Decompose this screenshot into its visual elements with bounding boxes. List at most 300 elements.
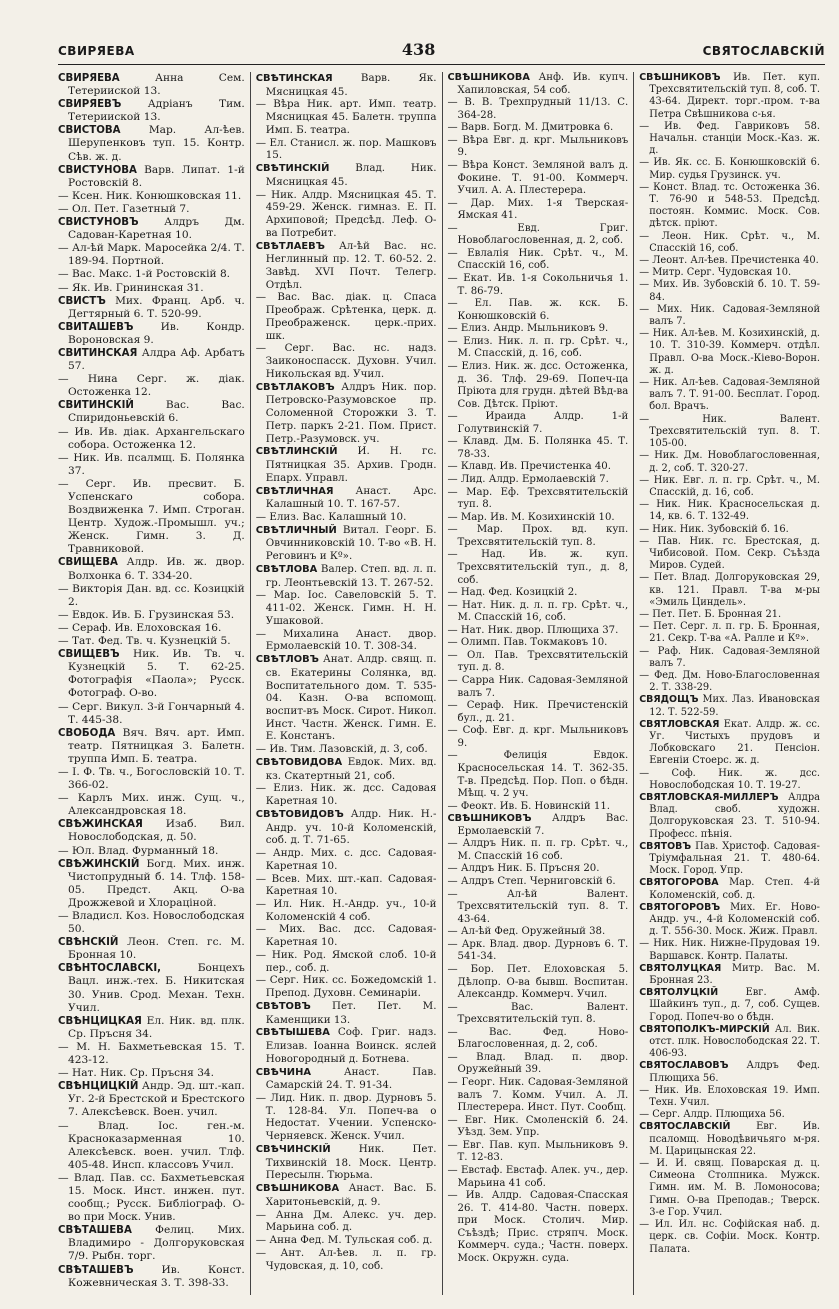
entry-text: — Ник. Ник. Зубовскій б. 16. — [639, 523, 789, 535]
entry-text: — Михалина Анаст. двор. Ермолаевскій 10. Т. 308-34. — [255, 627, 437, 653]
entry-text: — Конст. Влад. тс. Остоженка 36. Т. 76-90 и 548-53. Предсѣд. постоян. Коммис. Моск. Сов. дѣтск. пріют. — [639, 181, 820, 230]
entry-text: — Елиз. Ник. ж. дсс. Остоженка, д. 36. Тлф. 29-69. Попеч-ца Пріюта для грудн. дѣтей Вѣд-ва Сов. Дѣтск. Пріют. — [447, 360, 629, 410]
entry-text: — Карлъ Мих. инж. Сущ. ч., Александровская 18. — [58, 792, 245, 818]
entry-text: — Ол. Пет. Газетный 7. — [58, 202, 190, 215]
directory-entry — [58, 1080, 245, 1119]
directory-entry — [639, 1121, 820, 1158]
entry-text: — Мар. Еф. Трехсвятительскій туп. 8. — [447, 486, 629, 511]
entry-text: Соф. Григ. надз. Елизав. Іоанна Воинск. яслей Новогородный д. Ботнева. — [265, 1026, 437, 1065]
directory-entry — [448, 1027, 629, 1052]
entry-surname: СВИЩЕВЪ — [58, 649, 120, 661]
directory-entry — [58, 190, 245, 203]
entry-text: — И. И. свящ. Поварская д. ц. Симеона Столпника. Мужск. Гимн. им. М. В. Ломоносова; Гимн. О-ва Преподав.; Тверск. 3-е Гор. Учил. — [639, 1158, 820, 1218]
entry-text: — М. Н. Бахметьевская 15. Т. 423-12. — [58, 1040, 245, 1067]
directory-entry — [448, 600, 629, 625]
directory-entry — [639, 987, 820, 1024]
directory-entry — [639, 524, 820, 536]
entry-surname: СВИТИНСКІЙ — [58, 400, 134, 412]
entry-text: — Сарра Ник. Садовая-Земляной валъ 7. — [447, 675, 629, 699]
directory-entry — [58, 373, 245, 399]
directory-entry — [58, 936, 245, 962]
directory-entry — [58, 452, 245, 478]
entry-text: — Пет. Серг. л. п. гр. Б. Бронная, 21. Секр. Т-ва «А. Ралле и Кº». — [639, 621, 820, 645]
entry-surname: СВѢШНИКОВА — [447, 72, 530, 83]
directory-entry — [58, 426, 245, 452]
entry-text: Алдръ Фед. Плющиха 56. — [649, 1060, 820, 1084]
directory-entry — [256, 653, 437, 743]
entry-text: — Ник. Валент. Трехсвятительскій туп. 8. Т. 105-00. — [639, 413, 820, 450]
directory-entry — [256, 563, 437, 589]
entry-text: — Влад. Влад. п. двор. Оружейный 39. — [447, 1051, 629, 1076]
entry-text: — Вѣра Евг. д. крг. Мыльниковъ 9. — [447, 134, 629, 159]
entry-text: Мар. Степ. 4-й Коломенскій, соб. д. — [649, 877, 820, 901]
entry-text: — Мих. Ник. Садовая-Земляной валъ 7. — [639, 303, 820, 328]
directory-entry — [58, 1264, 245, 1290]
directory-entry — [58, 164, 245, 190]
entry-surname: СВЯТОЛУЦКІЙ — [639, 987, 719, 999]
directory-entry — [639, 792, 820, 841]
directory-entry — [256, 72, 437, 98]
entry-surname: СВЯТОЛУЦКАЯ — [639, 962, 722, 974]
entry-text: Вас. Вас. Спиридоньевскій 6. — [68, 399, 245, 425]
entry-text: — Ив. Тим. Лазовскій, д. 3, соб. — [255, 743, 428, 756]
directory-entry — [256, 1182, 437, 1208]
directory-entry — [448, 838, 629, 863]
directory-entry — [448, 964, 629, 1002]
entry-text: — Ив. Фед. Гавриковъ 58. Начальн. станціи Моск.-Каз. ж. д. — [639, 120, 820, 157]
directory-entry — [58, 1172, 245, 1224]
entry-text: Варв. Як. Мясницкая 45. — [265, 72, 437, 98]
directory-entry — [448, 725, 629, 750]
directory-entry — [448, 1190, 629, 1265]
directory-entry — [639, 231, 820, 255]
entry-text: Мих. Франц. Арб. ч. Дегтярный 6. Т. 520-99. — [68, 294, 245, 320]
directory-entry — [448, 461, 629, 474]
entry-text: — Серг. Ив. пресвит. Б. Успенскаго собора. Воздвиженка 7. Имп. Строган. Центр. Худож.-Промышл. уч.; Женск. Гимн. 3. Д. Травниковой. — [58, 477, 245, 556]
directory-entry — [256, 1234, 437, 1247]
directory-entry — [448, 1002, 629, 1027]
entry-text: — Над. Ив. ж. куп. Трехсвятительскій туп., д. 8, соб. — [447, 549, 629, 586]
entry-surname: СВОБОДА — [58, 727, 116, 739]
directory-entry — [639, 304, 820, 328]
entry-text: Мар. Ал-ѣев. Шерупенковъ туп. 15. Контр. Сѣв. ж. д. — [68, 124, 245, 163]
column-3 — [442, 72, 634, 1295]
directory-entry — [58, 1224, 245, 1263]
directory-entry — [58, 98, 245, 124]
entry-surname: СВѢТАШЕВЪ — [58, 1264, 134, 1276]
entry-text: — Георг. Ник. Садовая-Земляной валъ 7. Комм. Учил. А. Л. Плестерера. Инст. Пут. Сообщ. — [447, 1077, 629, 1114]
entry-text: Ив. Пет. куп. Трехсвятительскій туп. 8, соб. Т. 43-64. Директ. торг.-пром. т-ва Петра Свѣшникова с-ья. — [649, 72, 820, 120]
entry-text: Митр. Вас. М. Бронная 23. — [649, 962, 820, 987]
entry-text: — Арк. Влад. двор. Дурновъ 6. Т. 541-34. — [447, 938, 629, 963]
entry-text: — Ник. Дм. Новоблагословенная, д. 2, соб. Т. 320-27. — [639, 450, 820, 474]
directory-entry — [58, 845, 245, 858]
entry-text: — Соф. Евг. д. крг. Мыльниковъ 9. — [447, 725, 629, 749]
entry-text: — Пав. Ник. гс. Брестская, д. Чибисовой. Пом. Секр. Съѣзда Миров. Судей. — [639, 535, 820, 572]
directory-entry — [448, 323, 629, 336]
entry-text: — Серг. Алдр. Плющиха 56. — [639, 1109, 785, 1121]
entry-surname: СВѢНСКІЙ — [58, 937, 119, 949]
entry-text: Вяч. Вяч. арт. Имп. театр. Пятницкая 3. Балетн. труппа Имп. Б. театра. — [68, 726, 245, 765]
entry-surname: СВИРЯЕВА — [58, 73, 120, 84]
directory-entry — [256, 1143, 437, 1182]
entry-text: — Ив. Як. сс. Б. Конюшковскій 6. Мир. судья Грузинск. уч. — [639, 157, 820, 181]
directory-entry — [256, 1066, 437, 1092]
entry-text: Евг. Ив. псаломщ. Новодѣвичьяго м-ря. М. Царицынская 22. — [649, 1121, 820, 1157]
directory-entry — [256, 137, 437, 162]
directory-entry — [58, 124, 245, 163]
entry-text: — Алдръ Ник. п. п. гр. Срѣт. ч., М. Спасскій 16 соб. — [447, 838, 629, 862]
entry-surname: СВѢТЛАКОВЪ — [255, 381, 335, 393]
entry-text: Ив. Кондр. Вороновская 9. — [68, 320, 245, 346]
directory-entry — [639, 1219, 820, 1256]
entry-text: Евдок. Мих. вд. кз. Скатертный 21, соб. — [265, 755, 437, 782]
column-2 — [250, 72, 442, 1295]
entry-text: — Евд. Григ. Новоблагословенная, д. 2, соб. — [447, 222, 629, 247]
directory-entry — [58, 242, 245, 268]
directory-entry — [448, 889, 629, 927]
entry-text: Варв. Липат. 1-й Ростовскій 8. — [68, 163, 245, 189]
directory-entry — [256, 1247, 437, 1272]
entry-text: Мих. Лаз. Ивановская 12. Т. 522-59. — [649, 694, 820, 718]
entry-text: Пет. Пет. М. Каменщики 13. — [265, 999, 437, 1026]
entry-text: — Лид. Ник. п. двор. Дурновъ 5. Т. 128-84. Ул. Попеч-ва о Недостат. Учении. Успенско-Черняевск. Женск. Учил. — [255, 1092, 437, 1143]
directory-entry — [639, 328, 820, 377]
entry-text: — Ник. Род. Ямской слоб. 10-й пер., соб. д. — [255, 948, 437, 974]
entry-text: — Фелиція Евдок. Красносельская 14. Т. 362-35. Т-в. Предсѣд. Пор. Поп. о бѣдн. Мѣщ. ч. 2 уч. — [447, 750, 629, 800]
entry-text: Изаб. Вил. Новослободская, д. 50. — [68, 818, 245, 844]
entry-text: — Вас. Макс. 1-й Ростовскій 8. — [58, 268, 231, 281]
entry-text: — В. В. Трехпрудный 11/13. С. 364-28. — [447, 97, 629, 121]
entry-text: И. Н. гс. Пятницкая 35. Архив. Гродн. Епарх. Управл. — [265, 445, 437, 484]
directory-entry — [448, 625, 629, 638]
entry-text: Анаст. Вас. Б. Харитоньевскій, д. 9. — [265, 1182, 437, 1208]
column-4 — [633, 72, 825, 1295]
directory-entry — [256, 1000, 437, 1026]
directory-entry — [639, 841, 820, 878]
directory-entry — [639, 536, 820, 573]
entry-text: — Елиз. Вас. Калашный 10. — [255, 510, 407, 523]
directory-entry — [256, 756, 437, 782]
entry-text: — Ник. Ник. Красносельская д. 14, кв. 6. Т. 132-49. — [639, 499, 820, 523]
entry-text: Алдръ Вас. Ермолаевскій 7. — [457, 813, 629, 837]
directory-entry — [256, 782, 437, 807]
directory-entry — [448, 72, 629, 97]
entry-text: Алдр. Ив. ж. двор. Волхонка 6. Т. 334-20. — [68, 556, 245, 582]
entry-text: Адріанъ Тим. Тетерииской 13. — [68, 98, 245, 124]
entry-text: — Мих. Ив. Зубовскій б. 10. Т. 59-84. — [639, 279, 820, 303]
directory-entry — [448, 411, 629, 436]
entry-text: — Варв. Богд. М. Дмитровка 6. — [447, 122, 614, 134]
entry-text: — Вѣра Ник. арт. Имп. театр. Мясницкая 45. Балетн. труппа Имп. Б. театра. — [255, 98, 437, 136]
directory-entry — [58, 910, 245, 936]
entry-text: — Соф. Ник. ж. дсс. Новослободская 10. Т. 19-27. — [639, 767, 820, 791]
entry-text: — Евг. Пав. куп. Мыльниковъ 9. Т. 12-83. — [447, 1139, 629, 1164]
entry-surname: СВѢШНИКОВЪ — [639, 72, 721, 83]
entry-surname: СВѢТИНСКІЙ — [255, 163, 330, 175]
directory-entry — [58, 609, 245, 622]
directory-columns — [58, 72, 825, 1295]
directory-entry — [639, 499, 820, 523]
directory-entry — [639, 572, 820, 609]
entry-surname: СВѢТЛИЧНАЯ — [255, 485, 334, 497]
entry-text: — Вас. Вас. діак. ц. Спаса Преображ. Срѣтенка, церк. д. Преображенск. церк.-прих. шк. — [255, 291, 437, 342]
directory-entry — [256, 342, 437, 380]
entry-text: — Серг. Вас. нс. надз. Заиконоспасск. Духовн. Учил. Никольская вд. Учил. — [255, 342, 437, 380]
entry-text: Алдръ Дм. Садован-Каретная 10. — [68, 216, 245, 242]
directory-entry — [256, 743, 437, 756]
entry-text: — Олимп. Пав. Токмаковъ 10. — [447, 637, 608, 649]
entry-text: — Ал-ѣй Валент. Трехсвятительскій туп. 8. Т. 43-64. — [447, 888, 629, 925]
entry-text: — Пет. Влад. Долгоруковская 29, кв. 121. Правл. Т-ва м-ры «Эмиль Циндель». — [639, 572, 820, 608]
directory-entry — [58, 1067, 245, 1080]
directory-entry — [448, 926, 629, 939]
directory-entry — [58, 478, 245, 557]
entry-text: — Екат. Ив. 1-я Сокольничья 1. Т. 86-79. — [447, 273, 629, 297]
entry-text: — І. Ф. Тв. ч., Богословскій 10. Т. 366-02. — [58, 765, 245, 792]
entry-surname: СВѢНТОСЛАВСКІ, — [58, 963, 161, 975]
entry-text: — Сераф. Ник. Пречистенскій бул., д. 21. — [447, 700, 629, 724]
entry-surname: СВѢНЦИЦКІЙ — [58, 1081, 139, 1093]
entry-text: Ел. Ник. вд. плк. Ср. Пръсня 34. — [68, 1014, 245, 1040]
directory-entry — [256, 381, 437, 446]
entry-surname: СВЯТЛОВСКАЯ-МИЛЛЕРЪ — [639, 791, 779, 803]
entry-text: Влад. Ник. Мясницкая 45. — [265, 162, 437, 188]
directory-entry — [639, 475, 820, 499]
directory-entry — [639, 609, 820, 621]
entry-text: Анаст. Арс. Калашный 10. Т. 167-57. — [265, 484, 437, 511]
directory-entry — [58, 635, 245, 648]
entry-text: — Ник. Ал-ѣев. М. Козихинскій, д. 10. Т. 310-39. Коммерч. отдѣл. Правл. О-ва Моск.-Кіево-Ворон. ж. д. — [639, 328, 820, 376]
entry-text: — Евлалія Ник. Срѣт. ч., М. Спасскій 16, соб. — [447, 247, 629, 272]
entry-text: — Ираида Алдр. 1-й Голутвинскій 7. — [447, 411, 629, 435]
entry-text: — Ал-ѣй Фед. Оружейный 38. — [447, 926, 606, 938]
column-1 — [58, 72, 250, 1295]
entry-text: — Ив. Алдр. Садовая-Спасская 26. Т. 414-80. Частн. поверх. при Моск. Столич. Мир. Съѣздѣ; Прис. стряпч. Моск. Коммерч. суда.; Частн. поверх. Моск. Окружн. суда. — [447, 1190, 629, 1264]
entry-text: Евг. Амф. Шайкинъ туп., д. 7, соб. Сущев. Город. Попеч-во о бѣдн. — [649, 987, 820, 1023]
entry-surname: СВЯТОПОЛКЪ-МИРСКІЙ — [639, 1023, 770, 1035]
entry-text: — Ел. Пав. ж. кск. Б. Конюшковскій 6. — [447, 298, 629, 322]
page-number: 438 — [401, 40, 436, 59]
directory-entry — [639, 1060, 820, 1084]
entry-text: — Алдръ Ник. Б. Пръсня 20. — [447, 863, 600, 875]
entry-text: — Влад. Пав. сс. Бахметьевская 15. Моск. Инст. инжен. пут. сообщ.; Русск. Библіограф. О-во при Моск. Унив. — [58, 1171, 245, 1224]
entry-text: Валер. Степ. вд. л. п. гр. Леонтьевскій 13. Т. 267-52. — [265, 562, 437, 589]
directory-entry — [448, 122, 629, 135]
entry-text: — Дар. Мих. 1-я Тверская-Ямская 41. — [447, 197, 629, 222]
entry-text: — Леон. Ник. Срѣт. ч., М. Спасскій 16, соб. — [639, 230, 820, 254]
directory-entry — [448, 675, 629, 700]
entry-text: — Ол. Пав. Трехсвятительскій туп. д. 8. — [447, 649, 629, 674]
directory-entry — [639, 267, 820, 279]
directory-entry — [639, 414, 820, 451]
directory-entry — [448, 863, 629, 876]
directory-entry — [256, 162, 437, 188]
entry-text: Бонцехъ Вацл. инж.-тех. Б. Никитская 30. Унив. Срод. Механ. Техн. Учил. — [68, 962, 245, 1014]
entry-surname: СВѢТЛОВА — [255, 563, 318, 575]
directory-entry — [639, 1024, 820, 1061]
entry-text: — Мар. Ив. М. Козихинскій 10. — [447, 511, 615, 523]
directory-entry — [58, 72, 245, 98]
directory-entry — [448, 813, 629, 838]
directory-entry — [639, 621, 820, 645]
entry-text: — Елиз. Андр. Мыльниковъ 9. — [447, 323, 609, 335]
entry-surname: СВИСТЪ — [58, 295, 106, 307]
directory-entry — [639, 963, 820, 987]
entry-surname: СВИСТУНОВА — [58, 164, 137, 176]
entry-text: — Нина Серг. ж. діак. Остоженка 12. — [58, 373, 245, 399]
directory-entry — [448, 650, 629, 675]
entry-text: Ал. Вик. отст. плк. Новослободская 22. Т. 406-93. — [649, 1023, 820, 1060]
entry-surname: СВЯТЛОВСКАЯ — [639, 718, 720, 730]
directory-entry — [448, 524, 629, 549]
directory-entry — [448, 1115, 629, 1140]
entry-text: — Серг. Ник. сс. Божедомскій 1. Препод. Духовн. Семинаріи. — [255, 974, 437, 1000]
directory-entry — [58, 818, 245, 844]
entry-surname: СВИТИНСКАЯ — [58, 347, 138, 359]
directory-entry — [256, 1209, 437, 1234]
entry-surname: СВѢЧИНСКІЙ — [255, 1143, 331, 1155]
directory-entry — [448, 700, 629, 725]
directory-entry — [256, 189, 437, 240]
entry-surname: СВѢТАШЕВА — [58, 1225, 132, 1237]
entry-surname: СВѢТЛАЕВЪ — [255, 240, 325, 252]
entry-text: — Елиз. Ник. л. п. гр. Срѣт. ч., М. Спасскій, д. 16, соб. — [447, 335, 629, 360]
entry-text: — Феокт. Ив. Б. Новинскій 11. — [447, 800, 610, 812]
entry-text: Леон. Степ. гс. М. Бронная 10. — [68, 936, 245, 962]
entry-text: Анф. Ив. купч. Хапиловская, 54 соб. — [457, 72, 629, 96]
entry-text: Пав. Христоф. Садовая-Тріумфальная 21. Т. 480-64. Моск. Город. Упр. — [649, 840, 820, 877]
entry-text: — Юл. Влад. Фурманный 18. — [58, 844, 219, 857]
entry-surname: СВѢНЦИЦКАЯ — [58, 1015, 142, 1027]
entry-text: Анна Сем. Тетерииской 13. — [68, 72, 245, 98]
entry-text: — Андр. Мих. с. дсс. Садовая-Каретная 10. — [255, 847, 437, 872]
directory-entry — [448, 1077, 629, 1115]
directory-entry — [639, 646, 820, 670]
entry-surname: СВѢТОВИДОВЪ — [255, 808, 344, 820]
directory-entry — [256, 524, 437, 563]
entry-text: — Евг. Ник. Смоленскій б. 24. Уѣзд. Зем. Упр. — [447, 1114, 629, 1139]
entry-text: — Ант. Ал-ѣев. л. п. гр. Чудовская, д. 10, соб. — [255, 1246, 437, 1272]
directory-entry — [58, 321, 245, 347]
entry-text: — Ник. Ив. псалмщ. Б. Полянка 37. — [58, 451, 245, 477]
directory-entry — [639, 182, 820, 231]
directory-entry — [448, 273, 629, 298]
directory-entry — [256, 808, 437, 847]
entry-text: — Елиз. Ник. ж. дсс. Садовая Каретная 10. — [255, 782, 437, 808]
directory-entry — [639, 279, 820, 303]
directory-entry — [448, 876, 629, 889]
directory-entry — [448, 1140, 629, 1165]
entry-text: Фелиц. Мих. Владимиро - Долгоруковская 7/9. Рыбн. торг. — [68, 1224, 245, 1263]
entry-surname: СВѢШНИКОВА — [255, 1183, 340, 1195]
directory-entry — [58, 268, 245, 281]
entry-text: Алдра Аф. Арбатъ 57. — [68, 346, 245, 373]
directory-entry — [448, 637, 629, 650]
entry-text: Ник. Пет. Тихвинскій 18. Моск. Центр. Пересылн. Тюрьма. — [265, 1142, 437, 1182]
entry-surname: СВЯТОГОРОВА — [639, 877, 719, 889]
entry-text: Витал. Георг. Б. Овчинниковскій 10. Т-во «В. Н. Реговинъ и Кº». — [265, 523, 437, 563]
entry-text: — Мар. Іос. Савеловскій 5. Т. 411-02. Женск. Гимн. Н. Н. Ушаковой. — [255, 589, 437, 627]
directory-entry — [448, 135, 629, 160]
directory-entry — [256, 847, 437, 872]
directory-entry — [58, 858, 245, 910]
entry-text: — Бор. Пет. Елоховская 5. Дѣлопр. О-ва бывш. Воспитан. Александр. Коммерч. Учил. — [447, 963, 629, 1001]
directory-entry — [256, 589, 437, 627]
entry-text: — Клавд. Ив. Пречистенка 40. — [447, 461, 611, 473]
entry-text: — Ел. Станисл. ж. пор. Машковъ 15. — [255, 136, 437, 162]
entry-text: Анаст. Пав. Самарскій 24. Т. 91-34. — [265, 1065, 437, 1092]
directory-entry — [639, 157, 820, 181]
entry-text: — Владисл. Коз. Новослободская 50. — [58, 910, 245, 936]
entry-text: — Викторія Дан. вд. сс. Козицкій 2. — [58, 582, 245, 608]
directory-entry — [639, 877, 820, 901]
entry-surname: СВѢЖИНСКІЙ — [58, 858, 140, 870]
directory-entry — [448, 487, 629, 512]
header-right-running-title: СВЯТОСЛАВСКІЙ — [702, 44, 825, 58]
entry-text: — Раф. Ник. Садовая-Земляной валъ 7. — [639, 645, 820, 669]
entry-text: — Серг. Викул. 3-й Гончарный 4. Т. 445-38. — [58, 700, 245, 726]
directory-entry — [58, 962, 245, 1014]
directory-entry — [256, 949, 437, 974]
directory-entry — [256, 898, 437, 923]
directory-entry — [448, 361, 629, 411]
directory-entry — [448, 549, 629, 587]
entry-surname: СВИЩЕВА — [58, 557, 118, 569]
entry-surname: СВЯТОСЛАВОВЪ — [639, 1060, 729, 1072]
entry-text: Андр. Эд. шт.-кап. Уг. 2-й Брестской и Брестского 7. Алексѣевск. Воен. учил. — [68, 1080, 245, 1119]
directory-entry — [58, 648, 245, 700]
header-left-running-title: СВИРЯЕВА — [58, 44, 135, 58]
directory-entry — [448, 198, 629, 223]
directory-entry — [639, 1085, 820, 1109]
entry-text: — Влад. Іос. ген.-м. Красноказарменная 10. Алексѣевск. воен. учил. Тлф. 405-48. Инсп. классовъ Учил. — [58, 1119, 245, 1171]
entry-text: — Над. Фед. Козицкій 2. — [447, 587, 578, 599]
entry-text: — Вѣра Конст. Земляной валъ д. Фокине. Т. 91-00. Коммерч. Учил. А. А. Плестерера. — [447, 159, 629, 197]
entry-text: — Анна Дм. Алекс. уч. дер. Марьина соб. д. — [255, 1208, 437, 1234]
directory-entry — [639, 670, 820, 694]
entry-surname: СВИСТОВА — [58, 125, 121, 137]
entry-text: Анат. Алдр. свящ. п. св. Екатерины Солянка, вд. Воспитательного дом. Т. 535-04. Казн. О-ва вспомощ. воспит-въ Моск. Сирот. Никол. Инст. Частн. Женск. Гимн. Е. Е. Констанъ. — [265, 653, 437, 743]
directory-entry — [256, 923, 437, 948]
entry-text: — Як. Ив. Грининская 31. — [58, 281, 204, 294]
directory-entry — [58, 766, 245, 792]
entry-text: — Нат. Ник. Ср. Пръсня 34. — [58, 1067, 215, 1080]
entry-surname: СВЯТОГОРОВЪ — [639, 901, 721, 913]
directory-entry — [256, 485, 437, 511]
directory-entry — [58, 282, 245, 295]
directory-entry — [58, 583, 245, 609]
directory-entry — [448, 223, 629, 248]
directory-entry — [448, 587, 629, 600]
directory-entry — [58, 295, 245, 321]
entry-text: Алдр. Ник. Н.-Андр. уч. 10-й Коломенскій, соб. д. Т. 71-65. — [265, 807, 437, 847]
entry-text: — Ник. Ал-ѣев. Садовая-Земляной валъ 7. Т. 91-00. Бесплат. Город. бол. Врачъ. — [639, 377, 820, 413]
directory-entry — [448, 298, 629, 323]
directory-entry — [639, 902, 820, 939]
directory-entry — [448, 436, 629, 461]
entry-surname: СВѢТЛОВЪ — [255, 654, 319, 666]
entry-text: Мих. Ег. Ново-Андр. уч., 4-й Коломенскій соб. д. Т. 556-30. Моск. Жиж. Правл. — [649, 901, 820, 938]
entry-text: Алдра Влад. своб. художн. Долгоруковская 23. Т. 510-94. Професс. пѣнія. — [649, 791, 820, 840]
entry-text: Ал-ѣй Вас. нс. Неглинный пр. 12. Т. 60-52. 2. Завѣд. XVI Почт. Телегр. Отдѣл. — [265, 239, 437, 291]
directory-entry — [256, 511, 437, 524]
directory-entry — [58, 399, 245, 425]
directory-entry — [58, 556, 245, 582]
entry-surname: СВИТАШЕВЪ — [58, 321, 134, 333]
directory-entry — [639, 1158, 820, 1219]
directory-entry — [639, 450, 820, 474]
